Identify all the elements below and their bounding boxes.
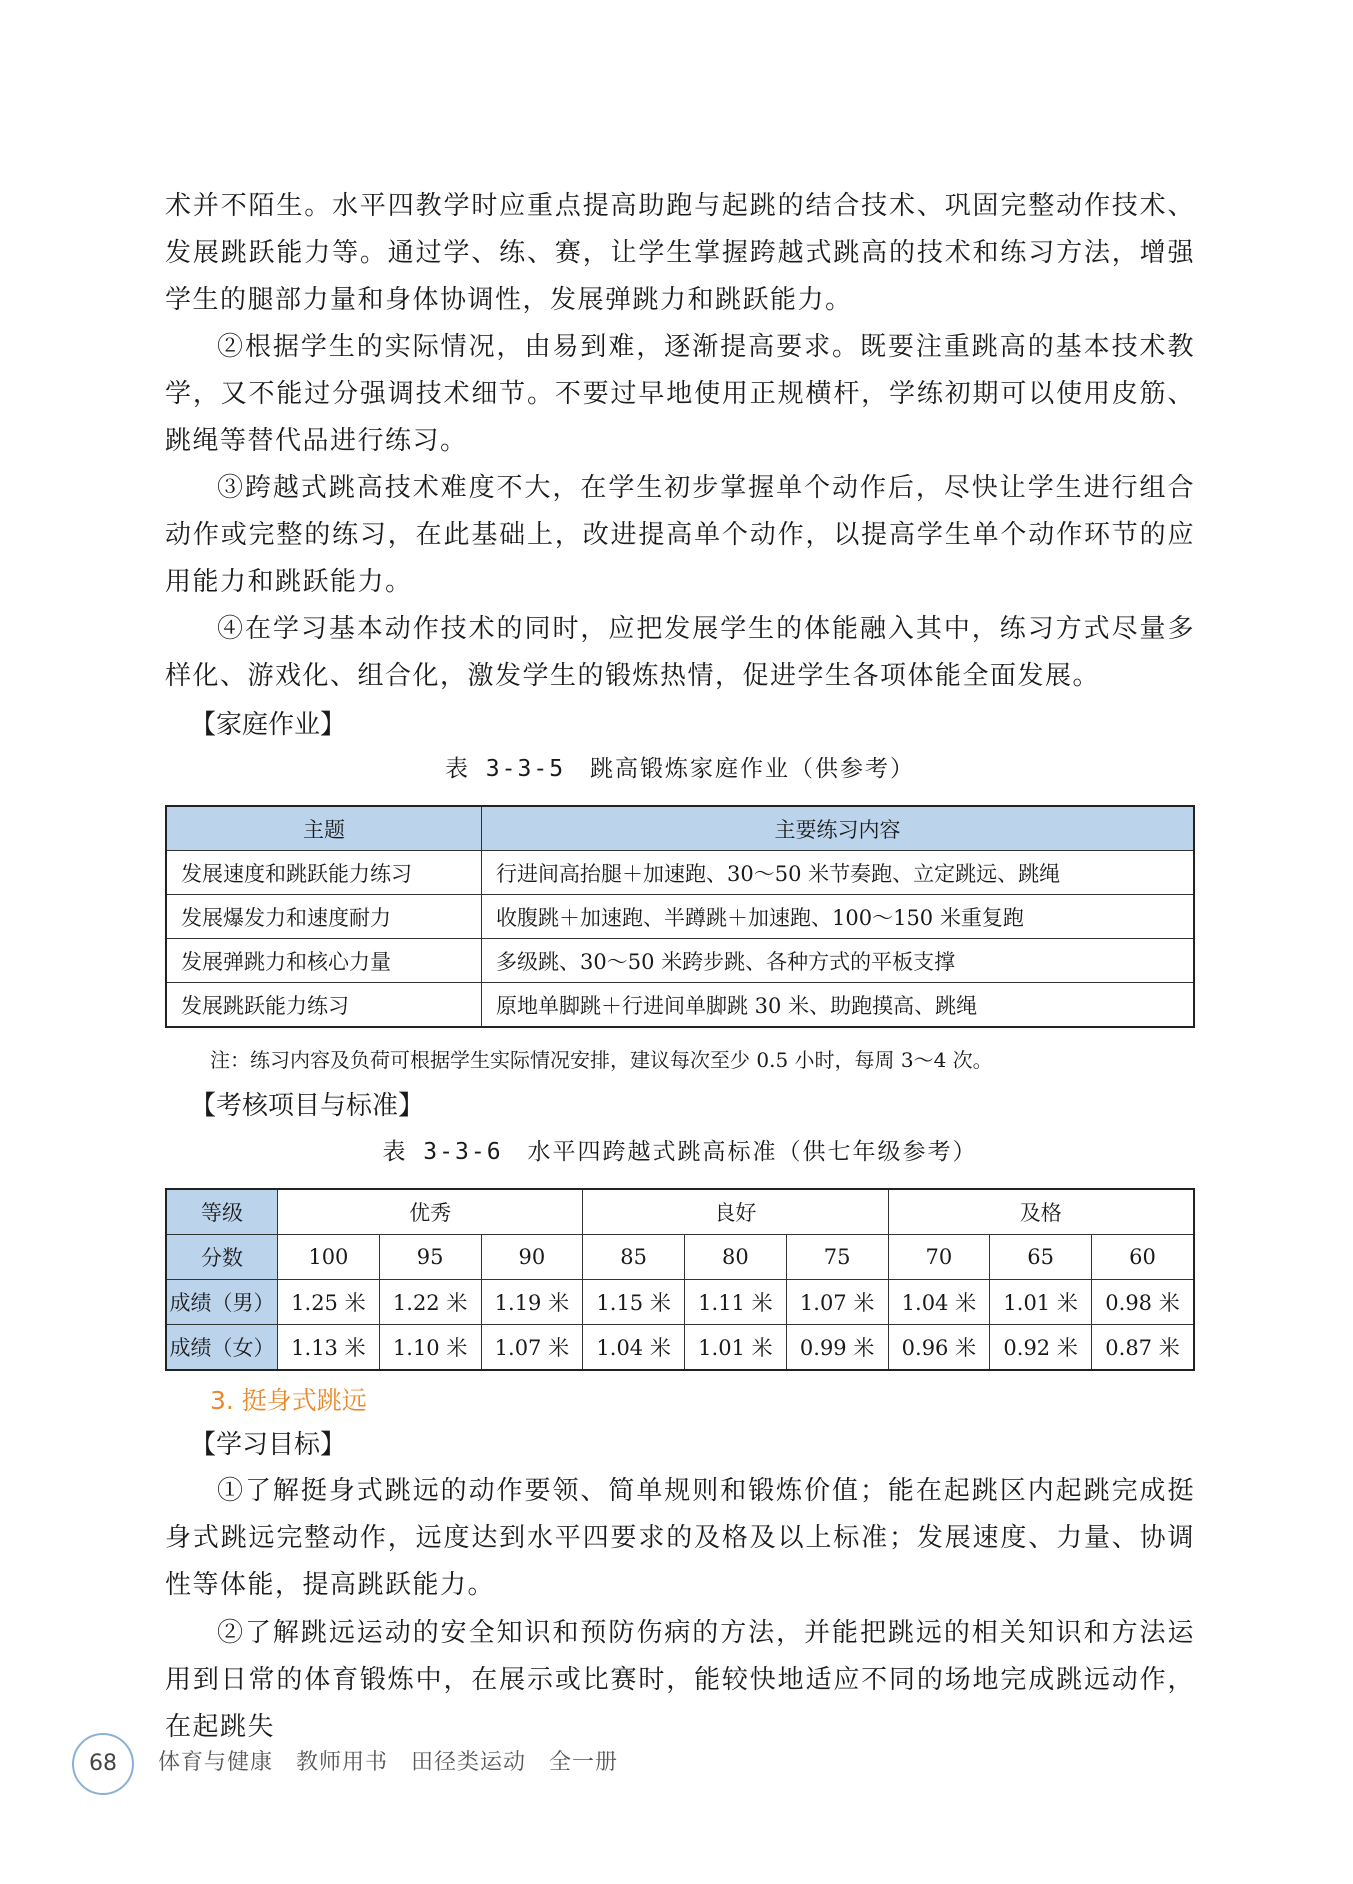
header-content: 主要练习内容 (482, 806, 1195, 851)
cell-content: 收腹跳＋加速跑、半蹲跳＋加速跑、100～150 米重复跑 (482, 895, 1195, 939)
book-title: 体育与健康 教师用书 田径类运动 全一册 (158, 1750, 619, 1775)
male-cell: 1.11 米 (685, 1280, 787, 1325)
table-row (166, 895, 1194, 939)
score-cell: 70 (888, 1235, 990, 1280)
score-label: 分数 (166, 1235, 278, 1280)
male-cell: 1.04 米 (888, 1280, 990, 1325)
score-cell: 90 (481, 1235, 583, 1280)
paragraph-2: ②根据学生的实际情况，由易到难，逐渐提高要求。既要注重跳高的基本技术教学，又不能过分强调技术细节。不要过早地使用正规横杆，学练初期可以使用皮筋、跳绳等替代品进行练习。 (165, 332, 1195, 456)
header-topic: 主题 (166, 806, 482, 851)
assessment-label: 【考核项目与标准】 (190, 1091, 425, 1121)
male-cell: 0.98 米 (1092, 1280, 1195, 1325)
grade-good: 良好 (583, 1189, 888, 1235)
paragraph-3: ③跨越式跳高技术难度不大，在学生初步掌握单个动作后，尽快让学生进行组合动作或完整的练习，在此基础上，改进提高单个动作，以提高学生单个动作环节的应用能力和跳跃能力。 (165, 473, 1195, 597)
paragraph-5: ①了解挺身式跳远的动作要领、简单规则和锻炼价值；能在起跳区内起跳完成挺身式跳远完整动作，远度达到水平四要求的及格及以上标准；发展速度、力量、协调性等体能，提高跳跃能力。 (165, 1476, 1195, 1600)
homework-label: 【家庭作业】 (190, 710, 347, 740)
score-cell: 100 (278, 1235, 380, 1280)
score-cell: 80 (685, 1235, 787, 1280)
male-label: 成绩（男） (166, 1280, 278, 1325)
female-cell: 0.99 米 (786, 1325, 888, 1371)
male-cell: 1.15 米 (583, 1280, 685, 1325)
table1-caption: 表 3-3-5 跳高锻炼家庭作业（供参考） (444, 756, 916, 782)
male-cell: 1.19 米 (481, 1280, 583, 1325)
paragraph-4: ④在学习基本动作技术的同时，应把发展学生的体能融入其中，练习方式尽量多样化、游戏化、组合化，激发学生的锻炼热情，促进学生各项体能全面发展。 (165, 614, 1195, 691)
goals-label: 【学习目标】 (190, 1430, 347, 1460)
section-subheading: 3. 挺身式跳远 (210, 1386, 367, 1415)
grade-row (166, 1189, 1194, 1235)
male-cell: 1.22 米 (379, 1280, 481, 1325)
cell-content: 多级跳、30～50 米跨步跳、各种方式的平板支撑 (482, 939, 1195, 983)
score-cell: 85 (583, 1235, 685, 1280)
cell-content: 原地单脚跳＋行进间单脚跳 30 米、助跑摸高、跳绳 (482, 983, 1195, 1028)
homework-table (165, 805, 1195, 1028)
male-cell: 1.25 米 (278, 1280, 380, 1325)
score-cell: 75 (786, 1235, 888, 1280)
cell-topic: 发展速度和跳跃能力练习 (166, 851, 482, 895)
male-cell: 1.07 米 (786, 1280, 888, 1325)
page-number: 68 (72, 1733, 134, 1795)
table-row (166, 939, 1194, 983)
paragraph-6: ②了解跳远运动的安全知识和预防伤病的方法，并能把跳远的相关知识和方法运用到日常的体育锻炼中，在展示或比赛时，能较快地适应不同的场地完成跳远动作，在起跳失 (165, 1618, 1195, 1742)
grade-pass: 及格 (888, 1189, 1194, 1235)
table-row (166, 983, 1194, 1028)
female-label: 成绩（女） (166, 1325, 278, 1371)
female-cell: 1.13 米 (278, 1325, 380, 1371)
standards-table (165, 1188, 1195, 1371)
female-cell: 1.04 米 (583, 1325, 685, 1371)
grade-label: 等级 (166, 1189, 278, 1235)
table-header-row (166, 806, 1194, 851)
cell-content: 行进间高抬腿＋加速跑、30～50 米节奏跑、立定跳远、跳绳 (482, 851, 1195, 895)
score-cell: 60 (1092, 1235, 1195, 1280)
female-cell: 0.96 米 (888, 1325, 990, 1371)
cell-topic: 发展弹跳力和核心力量 (166, 939, 482, 983)
table2-caption: 表 3-3-6 水平四跨越式跳高标准（供七年级参考） (382, 1139, 978, 1165)
table-row (166, 851, 1194, 895)
male-cell: 1.01 米 (990, 1280, 1092, 1325)
female-cell: 0.92 米 (990, 1325, 1092, 1371)
score-cell: 95 (379, 1235, 481, 1280)
table1-note: 注：练习内容及负荷可根据学生实际情况安排，建议每次至少 0.5 小时，每周 3～4 次。 (210, 1048, 993, 1072)
female-cell: 1.01 米 (685, 1325, 787, 1371)
female-cell: 1.10 米 (379, 1325, 481, 1371)
female-cell: 0.87 米 (1092, 1325, 1195, 1371)
female-row (166, 1325, 1194, 1371)
cell-topic: 发展跳跃能力练习 (166, 983, 482, 1028)
grade-excellent: 优秀 (278, 1189, 583, 1235)
male-row (166, 1280, 1194, 1325)
score-cell: 65 (990, 1235, 1092, 1280)
paragraph-1: 术并不陌生。水平四教学时应重点提高助跑与起跳的结合技术、巩固完整动作技术、发展跳跃能力等。通过学、练、赛，让学生掌握跨越式跳高的技术和练习方法，增强学生的腿部力量和身体协调性，发展弹跳力和跳跃能力。 (165, 191, 1195, 315)
female-cell: 1.07 米 (481, 1325, 583, 1371)
cell-topic: 发展爆发力和速度耐力 (166, 895, 482, 939)
score-row (166, 1235, 1194, 1280)
